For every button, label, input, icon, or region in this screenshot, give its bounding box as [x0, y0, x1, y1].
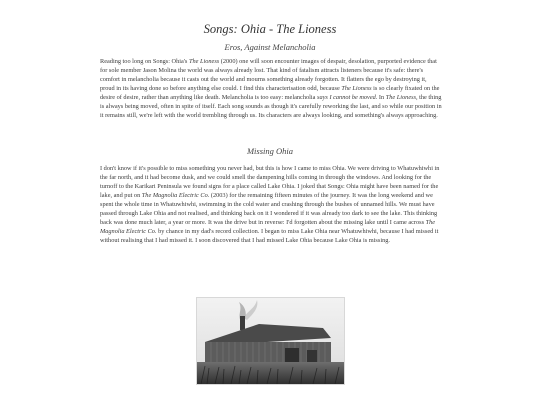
shed-photograph — [196, 297, 345, 385]
section-heading-eros: Eros, Against Melancholia — [224, 42, 316, 52]
italic-text-run: The Lioness — [341, 84, 372, 92]
italic-text-run: The Magnolia Electric Co. — [100, 218, 436, 235]
text-run: is so clearly fixated on the desire of desire, rather than anything like death. Melancholia is too easy: melancholia — [100, 84, 440, 101]
italic-text-run: says — [317, 93, 328, 101]
italic-text-run: The Lioness — [385, 93, 417, 101]
text-run: (2003) for the remaining fifteen minutes of the journey. It was the long weekend and we spent the whole time in Whatuwhiwhi, swimming in the cold water and crashing through the bushes of unnamed hills. We must have passed through Lake Ohia and not realised, and thinking back on it I wondered if it was already too dark to see the lake. This thinking back was done much later, a year or more. It was the drive but in reverse: I'd forgotten about the missing lake until I came across — [100, 191, 438, 226]
shed-photograph-image — [197, 298, 344, 384]
section-paragraph-eros — [100, 58, 442, 121]
italic-text-run: The Lioness — [188, 58, 220, 65]
section-paragraph-missing-ohia — [100, 165, 442, 246]
text-run: I don't know if it's possible to miss something you never had, but this is how I came to miss Ohia. We were driving to Whatuwhiwhi in the far north, and it had become dusk, and we could smell the dampening hills coming in through the windows. And looking for the turnoff to the Karikari Peninsula we found signs for a place called Lake Ohia. I joked that Songs: Ohia might have been named for the lake, and put on — [100, 165, 440, 199]
text-run: . In — [375, 93, 386, 101]
page-title: Songs: Ohia - The Lioness — [203, 22, 337, 36]
text-run: by chance in my dad's record collection. I began to miss Lake Ohia near Whatuwhiwhi, because I had missed it without realising that I had missed it. I soon discovered that I had missed Lake Ohia because Lake Ohia is missing. — [100, 227, 439, 244]
italic-text-run: The Magnolia Electric Co. — [141, 191, 210, 199]
text-run: , the thing is always being moved, often in spite of itself. Each song sounds as though it's carefully reworking the last, and so while our position in it remains still, we're left with the world trembling through us. Its characters are always looking, and something's always approaching. — [100, 93, 442, 119]
text-run: (2000) one will soon encounter images of despair, desolation, purported evidence that for sole member Jason Molina the world was always already lost. That kind of fatalism attracts listeners because it's safe: there's comfort in melancholia because it casts out the world and mourns something already forgotten. It flatters the ego by destroying it, proud in its having done so before anything else could. I find this characterisation odd, because — [100, 58, 437, 92]
section-heading-missing-ohia: Missing Ohia — [246, 146, 294, 156]
text-run: Reading too long on Songs: Ohia's — [100, 58, 189, 65]
italic-text-run: I cannot be moved — [329, 93, 376, 101]
